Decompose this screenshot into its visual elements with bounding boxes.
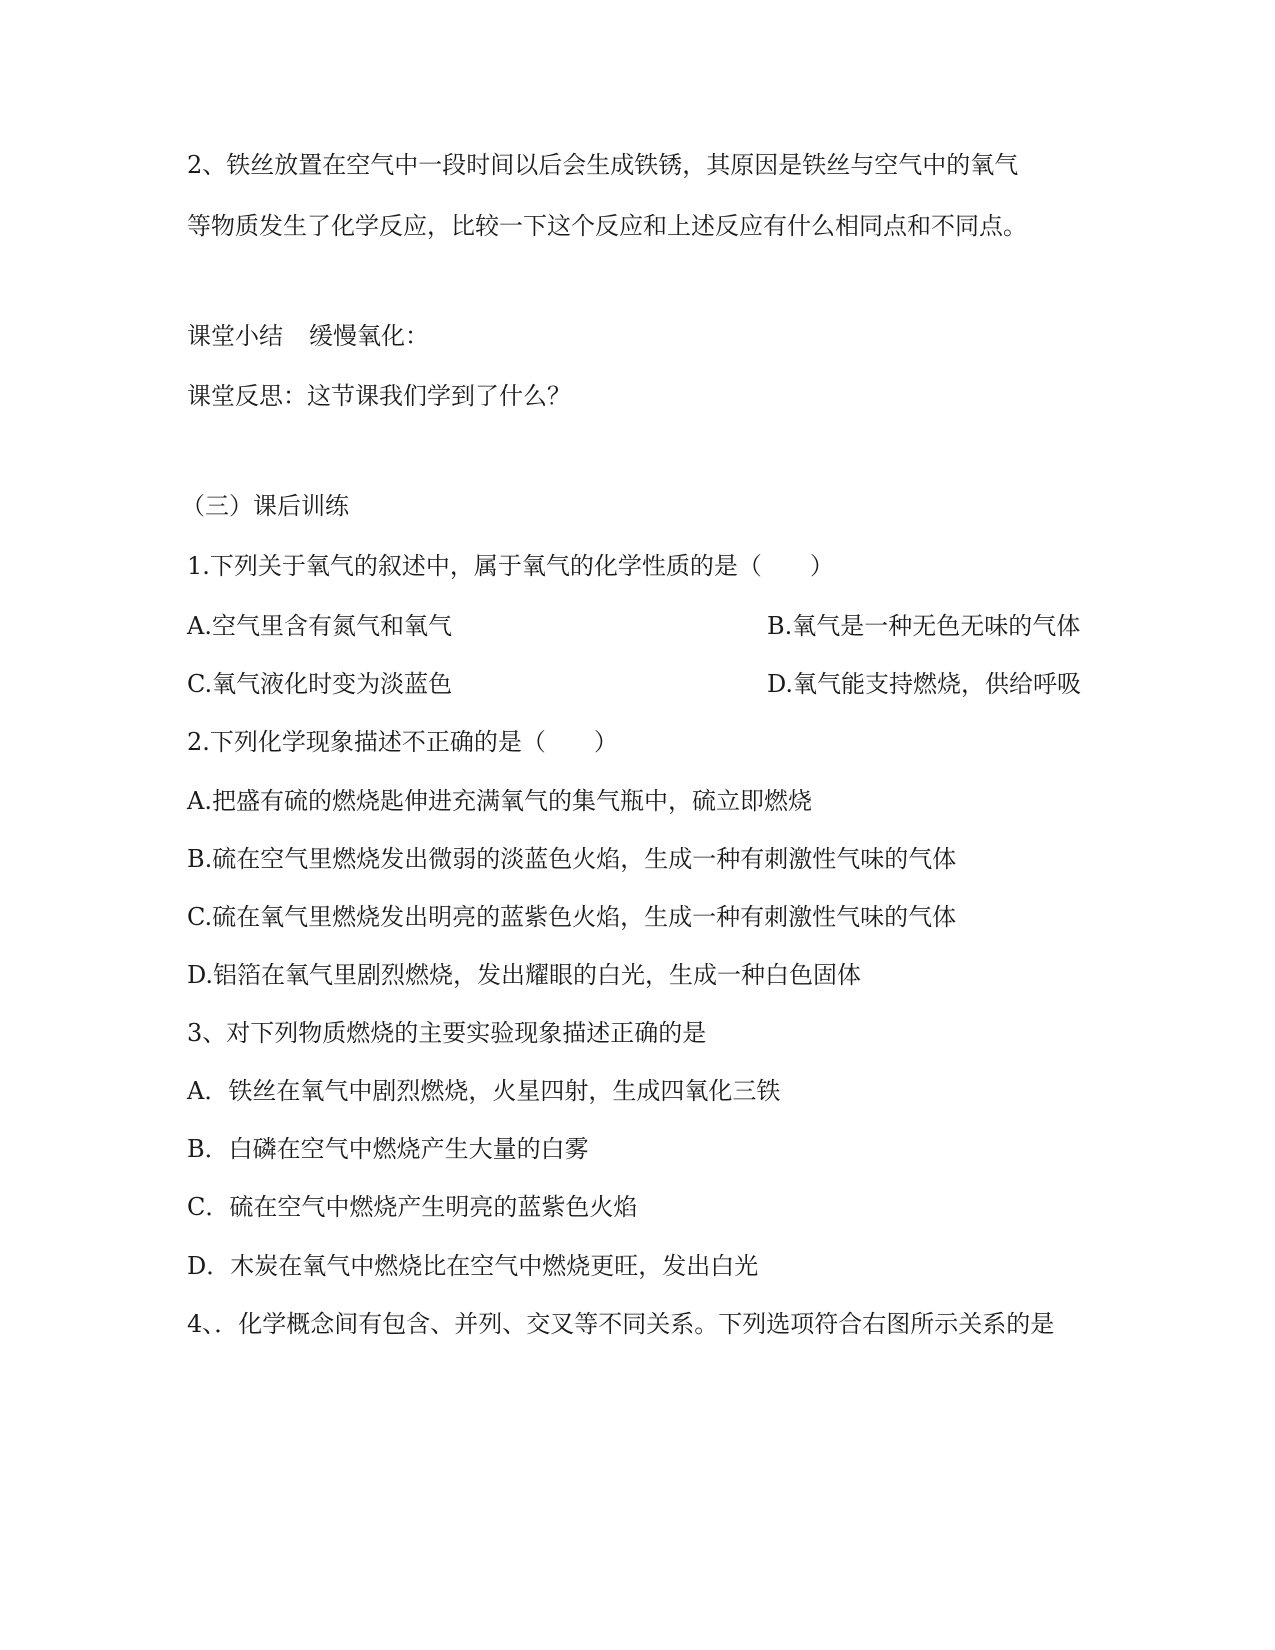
class-summary-label: 课堂小结	[187, 322, 283, 350]
section-heading: （三）课后训练	[181, 492, 349, 520]
exercise-3-option-a: A．铁丝在氧气中剧烈燃烧，火星四射，生成四氧化三铁	[187, 1077, 781, 1105]
exercise-1-option-a: A.空气里含有氮气和氧气	[187, 612, 452, 640]
exercise-1-option-b: B.氧气是一种无色无味的气体	[767, 612, 1081, 640]
question-2-line-1: 2、铁丝放置在空气中一段时间以后会生成铁锈，其原因是铁丝与空气中的氧气	[187, 151, 1019, 179]
exercise-3-option-c: C．硫在空气中燃烧产生明亮的蓝紫色火焰	[187, 1193, 638, 1221]
exercise-2-option-c: C.硫在氧气里燃烧发出明亮的蓝紫色火焰，生成一种有刺激性气味的气体	[187, 903, 957, 931]
exercise-4-stem: 4、．化学概念间有包含、并列、交叉等不同关系。下列选项符合右图所示关系的是	[187, 1310, 1055, 1338]
exercise-2-option-a: A.把盛有硫的燃烧匙伸进充满氧气的集气瓶中，硫立即燃烧	[187, 787, 812, 815]
class-summary-item: 缓慢氧化：	[309, 322, 429, 350]
exercise-1-options-row-2	[187, 669, 1082, 699]
class-summary	[187, 321, 429, 351]
exercise-1-stem: 1.下列关于氧气的叙述中，属于氧气的化学性质的是（ ）	[187, 552, 834, 580]
exercise-3-option-d: D．木炭在氧气中燃烧比在空气中燃烧更旺，发出白光	[187, 1252, 759, 1280]
exercise-1-option-c: C.氧气液化时变为淡蓝色	[187, 670, 453, 698]
exercise-1-option-d: D.氧气能支持燃烧，供给呼吸	[767, 670, 1082, 698]
class-reflection: 课堂反思：这节课我们学到了什么？	[187, 382, 571, 410]
exercise-2-option-b: B.硫在空气里燃烧发出微弱的淡蓝色火焰，生成一种有刺激性气味的气体	[187, 845, 957, 873]
exercise-2-option-d: D.铝箔在氧气里剧烈燃烧，发出耀眼的白光，生成一种白色固体	[187, 961, 862, 989]
exercise-3-stem: 3、对下列物质燃烧的主要实验现象描述正确的是	[187, 1019, 707, 1047]
exercise-3-option-b: B．白磷在空气中燃烧产生大量的白雾	[187, 1135, 589, 1163]
question-2-line-2: 等物质发生了化学反应，比较一下这个反应和上述反应有什么相同点和不同点。	[187, 212, 1027, 240]
exercise-1-options-row-1	[187, 611, 1081, 641]
exercise-2-stem: 2.下列化学现象描述不正确的是（ ）	[187, 728, 618, 756]
